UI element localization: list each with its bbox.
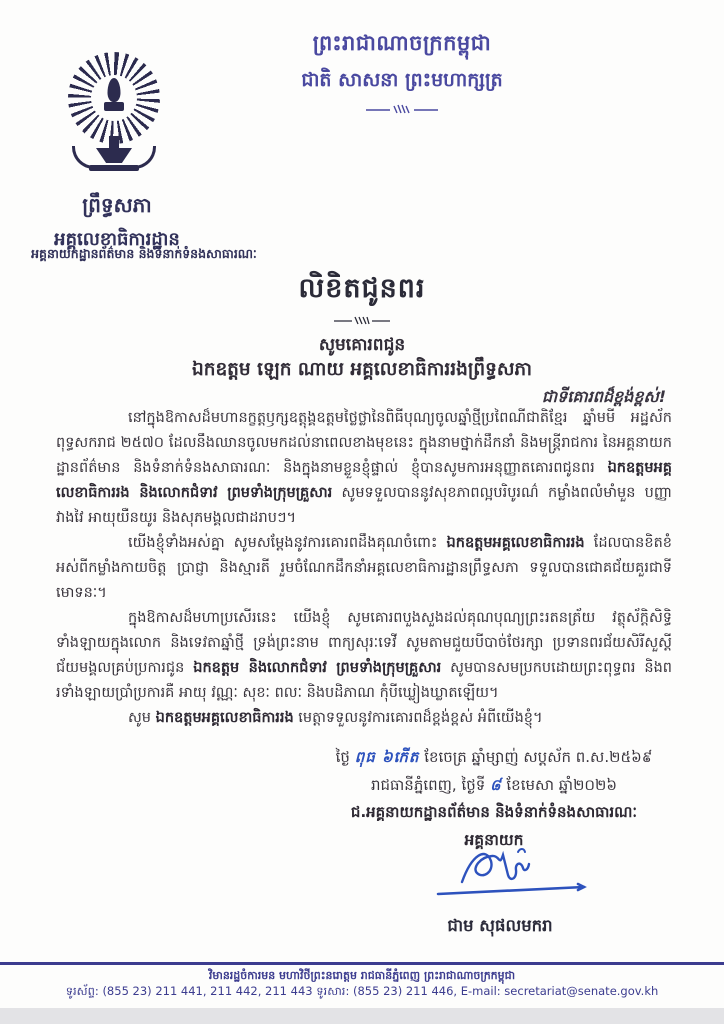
letter-title: លិខិតជូនពរ (298, 273, 426, 304)
ornament-divider-icon (366, 104, 438, 114)
footer-address: វិមានរដ្ឋចំការមន មហាវិថីព្រះនរោត្តម រាជធានីភ្នំពេញ ព្រះរាជាណាចក្រកម្ពុជា (208, 969, 516, 982)
header (140, 30, 664, 114)
date-block (298, 744, 690, 854)
paragraph-3-text: ក្នុងឱកាសដ៏មហាប្រសើរនេះ យើងខ្ញុំ សូមគោរពបួងសួងដល់គុណបុណ្យព្រះរតនត្រ័យ វត្ថុស័ក្តិសិទ្ធិទាំងឡាយក្នុងលោក និងទេវតាឆ្នាំថ្មី ទ្រង់ព្រះនាម ពាក្យសុរៈទេវី សូមតាមជួយបីបាច់ថែរក្សា ប្រទានពរជ័យសិរីសួស្តី ជ័យមង្គលគ្រប់ប្រការជូន (56, 610, 672, 676)
ornament-divider-icon (334, 316, 390, 325)
senate-emblem (66, 52, 162, 171)
signature-icon (432, 842, 602, 900)
gregorian-date-suffix: ខែមេសា ឆ្នាំ២០២៦ (501, 775, 618, 794)
letter-body (56, 406, 672, 731)
closing-honoree: ឯកឧត្តមអគ្គលេខាធិការរង (155, 710, 294, 726)
sender-block (12, 192, 222, 254)
closing-line (56, 706, 672, 731)
footer-contacts: ទូរស័ព្ទ: (855 23) 211 441, 211 442, 211 443 ទូរសារ: (855 23) 211 446, E-mail: secretariat@senate.gov.kh (65, 984, 659, 998)
handwritten-day-number: ៨ (490, 775, 502, 794)
footer-divider (0, 962, 724, 965)
gregorian-date-line (298, 772, 690, 800)
kingdom-motto-line1: ព្រះរាជាណាចក្រកម្ពុជា (312, 31, 492, 55)
lunar-date-prefix: ថ្ងៃ (335, 748, 355, 766)
title-ornament (0, 310, 724, 329)
lunar-date-line (298, 744, 690, 772)
paragraph-1 (56, 406, 672, 531)
paragraph-2-honoree: ឯកឧត្តមអគ្គលេខាធិការរង (446, 535, 585, 551)
paragraph-3 (56, 606, 672, 706)
paragraph-1-honoree: ឯកឧត្តមអគ្គលេខាធិការរង និងលោកជំទាវ ព្រមទាំងក្រុមគ្រួសារ (56, 460, 672, 501)
paragraph-3-wishes: សូមបានសមប្រកបដោយព្រះពុទ្ធពរ និងពរទាំងឡាយប្រាំប្រការគឺ អាយុ វណ្ណៈ សុខៈ ពលៈ និងបដិភាណ កុំបីឃ្លៀងឃ្លាតឡើយ។ (56, 660, 672, 701)
closing-text: សូម (128, 710, 156, 726)
emblem-rays-icon (68, 52, 160, 144)
lunar-date-suffix: ខែចេត្រ ឆ្នាំម្សាញ់ សប្តស័ក ព.ស.២៥៦៩ (419, 748, 653, 766)
closing-wishes: មេត្តាទទួលនូវការគោរពដ៏ខ្ពង់ខ្ពស់ អំពីយើងខ្ញុំ។ (293, 710, 543, 726)
kingdom-motto-line2: ជាតិ សាសនា ព្រះមហាក្សត្រ (301, 69, 503, 91)
paragraph-2-wishes: ដែលបានខិតខំអស់ពីកម្លាំងកាយចិត្ត ប្រាជ្ញា និងស្មារតី រួមចំណែកដឹកនាំអគ្គលេខាធិការដ្ឋានព្រឹទ្ធសភា ទទួលបានជោគជ័យគួរជាទីមោទនៈ។ (56, 535, 672, 601)
signature (432, 842, 602, 904)
gregorian-date-prefix: រាជធានីភ្នំពេញ, ថ្ងៃទី (370, 775, 491, 794)
addressee-line: ឯកឧត្តម ឡេក ណាយ អគ្គលេខាធិការរងព្រឹទ្ធសភា (191, 359, 533, 380)
paragraph-2 (56, 531, 672, 606)
paragraph-3-honoree: ឯកឧត្តម និងលោកជំទាវ ព្រមទាំងក្រុមគ្រួសារ (193, 660, 442, 676)
handwritten-lunar-day: ពុធ ៦កើត (354, 748, 420, 766)
emblem-stand-icon (66, 136, 162, 171)
paragraph-2-text: យើងខ្ញុំទាំងអស់គ្នា សូមសម្តែងនូវការគោរពដឹងគុណចំពោះ (128, 535, 447, 551)
salutation-intro: សូមគោរពជូន (318, 335, 406, 355)
paragraph-1-wishes: សូមទទួលបាននូវសុខភាពល្អបរិបូរណ៌ កម្លាំងពលំមាំមួន បញ្ញាវាងវៃ អាយុយឺនយូរ និងសុភមង្គលជាដរាបៗ។ (56, 485, 672, 526)
salutation-honorific: ជាទីគោរពដ៏ខ្ពង់ខ្ពស់! (541, 387, 666, 406)
sender-senate: ព្រឹទ្ធសភា (82, 193, 152, 217)
signer-name: ជាម សុផលមករា (447, 916, 553, 935)
sender-secretariat: អគ្គលេខាធិការដ្ឋាន (54, 229, 180, 250)
signer-title: អគ្គនាយក (464, 830, 524, 849)
on-behalf-line: ជ.អគ្គនាយកដ្ឋានព័ត៌មាន និងទំនាក់ទំនងសាធារណៈ (350, 803, 638, 821)
sender-department: អគ្គនាយកដ្ឋានព័ត៌មាន និងទំនាក់ទំនងសាធារណៈ (31, 246, 257, 261)
emblem-altar-icon (104, 102, 124, 111)
paragraph-1-text: នៅក្នុងឱកាសដ៏មហានក្ខត្តឫក្សឧត្តុង្គឧត្តមថ្លៃថ្លានៃពិធីបុណ្យចូលឆ្នាំថ្មីប្រពៃណីជាតិខ្មែរ ឆ្នាំមមី អដ្ឋស័ក ពុទ្ធសករាជ ២៥៧០ ដែលនឹងឈានចូលមកដល់នាពេលខាងមុខនេះ ក្នុងនាមថ្នាក់ដឹកនាំ និងមន្ត្រីរាជការ នៃអគ្គនាយកដ្ឋានព័ត៌មាន និងទំនាក់ទំនងសាធារណៈ និងក្នុងនាមខ្លួនខ្ញុំផ្ទាល់ ខ្ញុំបានសូមការអនុញ្ញាតគោរពជូនពរ (56, 410, 672, 476)
scan-edge (0, 1008, 724, 1024)
emblem-flame-icon (108, 78, 121, 102)
